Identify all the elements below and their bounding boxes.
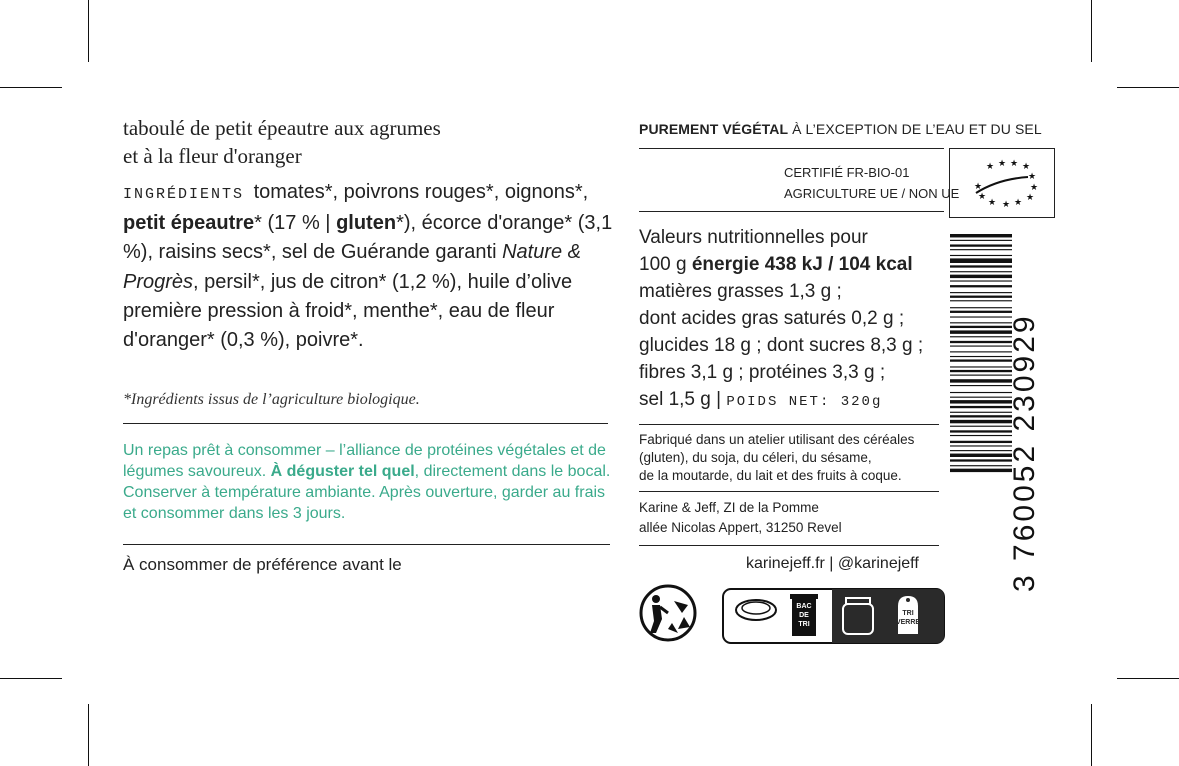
divider <box>639 424 939 425</box>
barcode-bar <box>950 249 1012 250</box>
svg-text:★: ★ <box>974 182 983 192</box>
glass-label: TRI <box>902 610 914 617</box>
crop-mark <box>0 678 62 679</box>
barcode-bar <box>950 326 1012 328</box>
ingredient-bold: petit épeautre <box>123 212 255 235</box>
nutrition-facts <box>639 224 939 416</box>
barcode-bar <box>950 379 1012 382</box>
crop-mark <box>1091 0 1092 62</box>
barcode-bar <box>950 420 1012 423</box>
barcode-bar <box>950 454 1012 457</box>
ingredients-text: * (17 % | <box>254 212 337 235</box>
nutri-text: ; dont sucres <box>750 335 871 356</box>
svg-text:★: ★ <box>1002 200 1011 210</box>
svg-text:★: ★ <box>1014 198 1023 208</box>
barcode-bar <box>950 392 1012 393</box>
barcode-bar <box>950 346 1012 347</box>
crop-mark <box>1117 87 1179 88</box>
barcode-bar <box>950 450 1012 451</box>
nutri-text: ; <box>912 335 924 356</box>
divider <box>123 423 608 424</box>
nutri-text: 100 g <box>639 254 692 275</box>
barcode-bar <box>950 322 1012 323</box>
ingredients-list <box>123 178 618 355</box>
website-social: karinejeff.fr | @karinejeff <box>746 555 919 572</box>
vegetal-rest: À L’EXCEPTION DE L’EAU ET DU SEL <box>788 121 1042 137</box>
nutri-value: 8,3 g <box>870 335 913 356</box>
crop-mark <box>1091 704 1092 766</box>
nutri-text: glucides <box>639 335 714 356</box>
address-line: allée Nicolas Appert, 31250 Revel <box>639 520 842 535</box>
barcode-bar <box>950 441 1012 443</box>
bin-label: TRI <box>798 621 810 628</box>
allergen-notice <box>639 431 939 485</box>
svg-text:★: ★ <box>1010 159 1019 169</box>
nutri-text: sel <box>639 389 669 410</box>
recycling-info <box>722 588 945 644</box>
barcode-bar <box>950 341 1012 343</box>
ingredients-text: , persil*, jus de citron* (1,2 %), huile d’olive première pression à froid*, menthe*, eau de fleur d'oranger* (0,3 %), poivre*. <box>123 270 573 352</box>
eu-leaf-icon <box>950 149 1054 217</box>
nutri-value: 3,1 g <box>690 362 734 383</box>
cert-line: CERTIFIÉ FR-BIO-01 <box>784 165 910 180</box>
net-weight: POIDS NET: 320g <box>726 394 883 410</box>
address-line: Karine & Jeff, ZI de la Pomme <box>639 500 819 515</box>
barcode-bar <box>950 359 1012 361</box>
barcode-bar <box>950 397 1012 398</box>
barcode-bar <box>950 469 1012 472</box>
glass-label: VERRE <box>895 619 921 626</box>
nutri-value: 1,5 g <box>668 389 711 410</box>
barcode-bar <box>950 400 1012 403</box>
barcode-bar <box>950 300 1012 301</box>
nutri-value: 0,2 g <box>851 308 894 329</box>
barcode-bar <box>950 255 1012 256</box>
serving-bold: À déguster tel quel <box>270 463 415 480</box>
barcode-bar <box>950 285 1012 287</box>
nutri-value: 1,3 g <box>788 281 832 302</box>
barcode-bar <box>950 275 1012 278</box>
ingredient-italic: Nature & Progrès <box>123 241 582 293</box>
serving-text: , directement dans le bocal. Conserver à température ambiante. Après ouverture, garder au frais et consommer dans les 3 jours. <box>123 463 611 522</box>
nutri-text: fibres <box>639 362 691 383</box>
lid-icon <box>736 600 776 620</box>
bin-label: DE <box>799 612 809 619</box>
svg-text:★: ★ <box>988 198 997 208</box>
barcode-bar <box>950 435 1012 436</box>
serving-text: Un repas prêt à consommer – l’alliance de protéines végétales et de légumes savoureux. <box>123 442 606 480</box>
barcode-bar <box>950 240 1012 241</box>
barcode-bar <box>950 406 1012 408</box>
nutri-text: ; protéines <box>733 362 833 383</box>
vegetal-claim <box>639 121 1042 137</box>
svg-text:★: ★ <box>1030 183 1039 193</box>
svg-text:★: ★ <box>1028 172 1037 182</box>
nutri-text: | <box>710 389 727 410</box>
barcode-bar <box>950 330 1012 333</box>
serving-suggestion <box>123 440 613 524</box>
nutri-line <box>639 332 939 359</box>
barcode-bar <box>950 445 1012 446</box>
svg-text:★: ★ <box>1026 193 1035 203</box>
crop-mark <box>1117 678 1179 679</box>
crop-mark <box>88 0 89 62</box>
ingredients-label: INGRÉDIENTS <box>123 186 245 203</box>
barcode-bar <box>950 280 1012 281</box>
divider <box>639 491 939 492</box>
crop-mark <box>88 704 89 766</box>
divider <box>639 148 944 149</box>
barcode-bar <box>950 336 1012 337</box>
barcode-bar <box>950 459 1012 461</box>
ingredients-text: tomates*, poivrons rouges*, oignons*, <box>248 181 589 203</box>
barcode-bar <box>950 316 1012 317</box>
barcode-digits: 3 760052 230929 <box>1008 313 1041 592</box>
barcode-bar <box>950 292 1012 293</box>
certification <box>784 162 959 204</box>
nutri-value: 3,3 g <box>832 362 875 383</box>
barcode-bar <box>950 271 1012 272</box>
barcode-bar <box>950 370 1012 372</box>
allergen-line: (gluten), du soja, du céleri, du sésame, <box>639 450 872 465</box>
divider <box>639 545 939 546</box>
barcode-bar <box>950 356 1012 357</box>
organic-footnote: *Ingrédients issus de l’agriculture biologique. <box>123 391 420 408</box>
allergen-line: Fabriqué dans un atelier utilisant des céréales <box>639 432 915 447</box>
barcode-bar <box>950 244 1012 246</box>
product-title <box>123 114 603 170</box>
barcode-bar <box>950 430 1012 432</box>
barcode-bar <box>950 351 1012 352</box>
barcode-bar <box>950 234 1012 237</box>
svg-text:★: ★ <box>978 192 987 202</box>
nutri-value: 18 g <box>714 335 751 356</box>
nutri-text: ; <box>874 362 886 383</box>
nutri-line <box>639 251 939 278</box>
title-line: taboulé de petit épeautre aux agrumes <box>123 116 441 140</box>
manufacturer-address <box>639 498 939 538</box>
barcode-bar <box>950 412 1012 413</box>
nutri-line <box>639 305 939 332</box>
divider <box>123 544 610 545</box>
triman-icon <box>638 583 702 643</box>
ingredients-text: *), écorce d'orange* (3,1 %), raisins secs*, sel de Guérande garanti <box>123 212 613 264</box>
barcode-bar <box>950 311 1012 313</box>
nutri-value: énergie 438 kJ / 104 kcal <box>691 254 913 275</box>
barcode-bar <box>950 426 1012 427</box>
nutri-line: Valeurs nutritionnelles pour <box>639 227 868 248</box>
nutri-line <box>639 386 939 416</box>
barcode <box>950 234 1045 594</box>
barcode-bar <box>950 366 1012 367</box>
barcode-bar <box>950 415 1012 417</box>
nutri-line <box>639 278 939 305</box>
best-before: À consommer de préférence avant le <box>123 555 402 574</box>
ingredient-bold: gluten <box>336 212 397 235</box>
crop-mark <box>0 87 62 88</box>
nutri-text: matières grasses <box>639 281 789 302</box>
vegetal-bold: PUREMENT VÉGÉTAL <box>639 121 789 137</box>
barcode-bar <box>950 385 1012 386</box>
eu-organic-logo <box>949 148 1055 218</box>
nutri-text: ; <box>893 308 905 329</box>
allergen-line: de la moutarde, du lait et des fruits à coque. <box>639 468 902 483</box>
bin-label: BAC <box>796 603 812 610</box>
barcode-bar <box>950 465 1012 466</box>
divider <box>639 211 944 212</box>
barcode-bars <box>950 234 1012 472</box>
barcode-bar <box>950 258 1012 263</box>
svg-text:★: ★ <box>986 162 995 172</box>
barcode-bar <box>950 307 1012 308</box>
nutri-text: ; <box>831 281 842 302</box>
svg-text:★: ★ <box>998 159 1007 169</box>
svg-text:★: ★ <box>1022 162 1031 172</box>
nutri-line <box>639 359 939 386</box>
title-line: et à la fleur d'oranger <box>123 144 302 168</box>
barcode-bar <box>950 375 1012 376</box>
nutri-text: dont acides gras saturés <box>639 308 852 329</box>
cert-line: AGRICULTURE UE / NON UE <box>784 186 960 201</box>
barcode-bar <box>950 296 1012 298</box>
barcode-bar <box>950 265 1012 267</box>
